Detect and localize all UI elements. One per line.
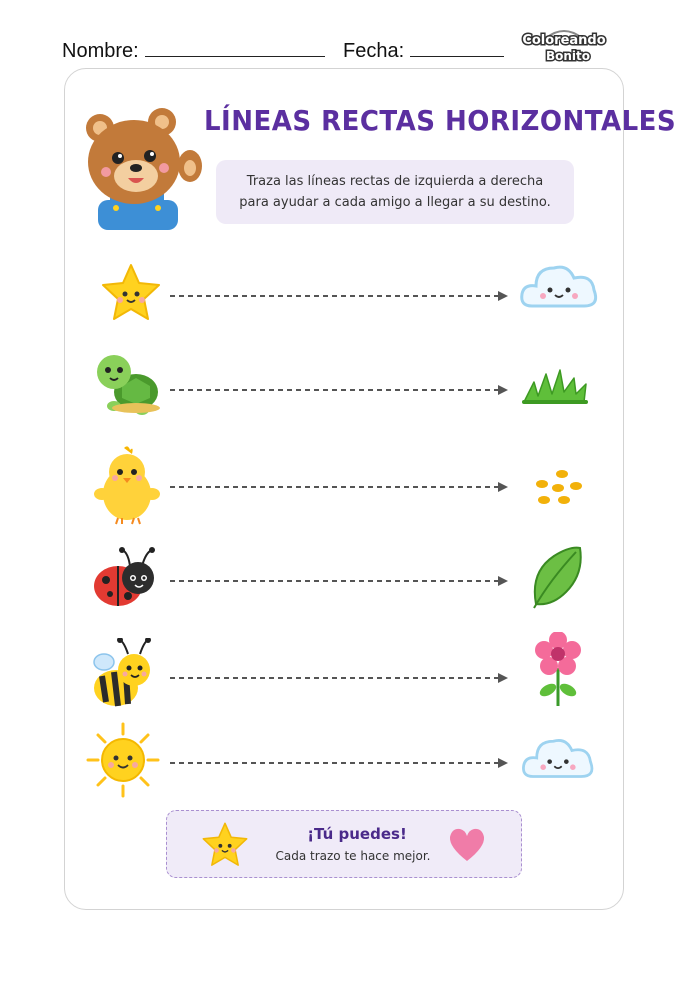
leaf-icon bbox=[530, 544, 584, 610]
encouragement-box bbox=[166, 810, 522, 878]
trace-line-1[interactable] bbox=[168, 289, 512, 303]
bear-icon bbox=[80, 104, 208, 230]
name-underline bbox=[145, 42, 325, 57]
cloud-icon bbox=[518, 256, 600, 314]
instructions-line-1: Traza las líneas rectas de izquierda a derecha bbox=[246, 174, 544, 189]
trace-line-4[interactable] bbox=[168, 574, 512, 588]
page-title: LÍNEAS RECTAS HORIZONTALES bbox=[204, 104, 677, 137]
chick-icon bbox=[94, 444, 160, 526]
brand-logo-line1: Coloreando bbox=[522, 33, 606, 48]
turtle-icon bbox=[92, 348, 162, 418]
sun-icon bbox=[86, 722, 160, 798]
brand-logo-line2: Bonito bbox=[545, 49, 591, 63]
instructions-box bbox=[216, 160, 574, 224]
seeds-icon bbox=[530, 466, 586, 508]
name-label: Nombre: bbox=[62, 40, 139, 62]
date-underline bbox=[410, 42, 504, 57]
date-label: Fecha: bbox=[343, 40, 405, 62]
bee-icon bbox=[90, 638, 156, 710]
star-icon bbox=[100, 262, 162, 324]
instructions-line-2: para ayudar a cada amigo a llegar a su destino. bbox=[239, 195, 551, 210]
trace-line-6[interactable] bbox=[168, 756, 512, 770]
name-field[interactable] bbox=[62, 40, 325, 63]
star-icon bbox=[201, 821, 249, 869]
cloud-icon bbox=[520, 730, 596, 784]
heart-icon bbox=[447, 827, 487, 863]
trace-line-3[interactable] bbox=[168, 480, 512, 494]
date-field[interactable] bbox=[343, 40, 504, 63]
trace-line-2[interactable] bbox=[168, 383, 512, 397]
flower-icon bbox=[534, 632, 582, 708]
encouragement-subtitle: Cada trazo te hace mejor. bbox=[275, 849, 431, 863]
trace-line-5[interactable] bbox=[168, 671, 512, 685]
ladybug-icon bbox=[90, 546, 158, 612]
brand-logo bbox=[512, 24, 616, 68]
encouragement-title: ¡Tú puedes! bbox=[307, 825, 407, 843]
grass-icon bbox=[520, 368, 590, 406]
